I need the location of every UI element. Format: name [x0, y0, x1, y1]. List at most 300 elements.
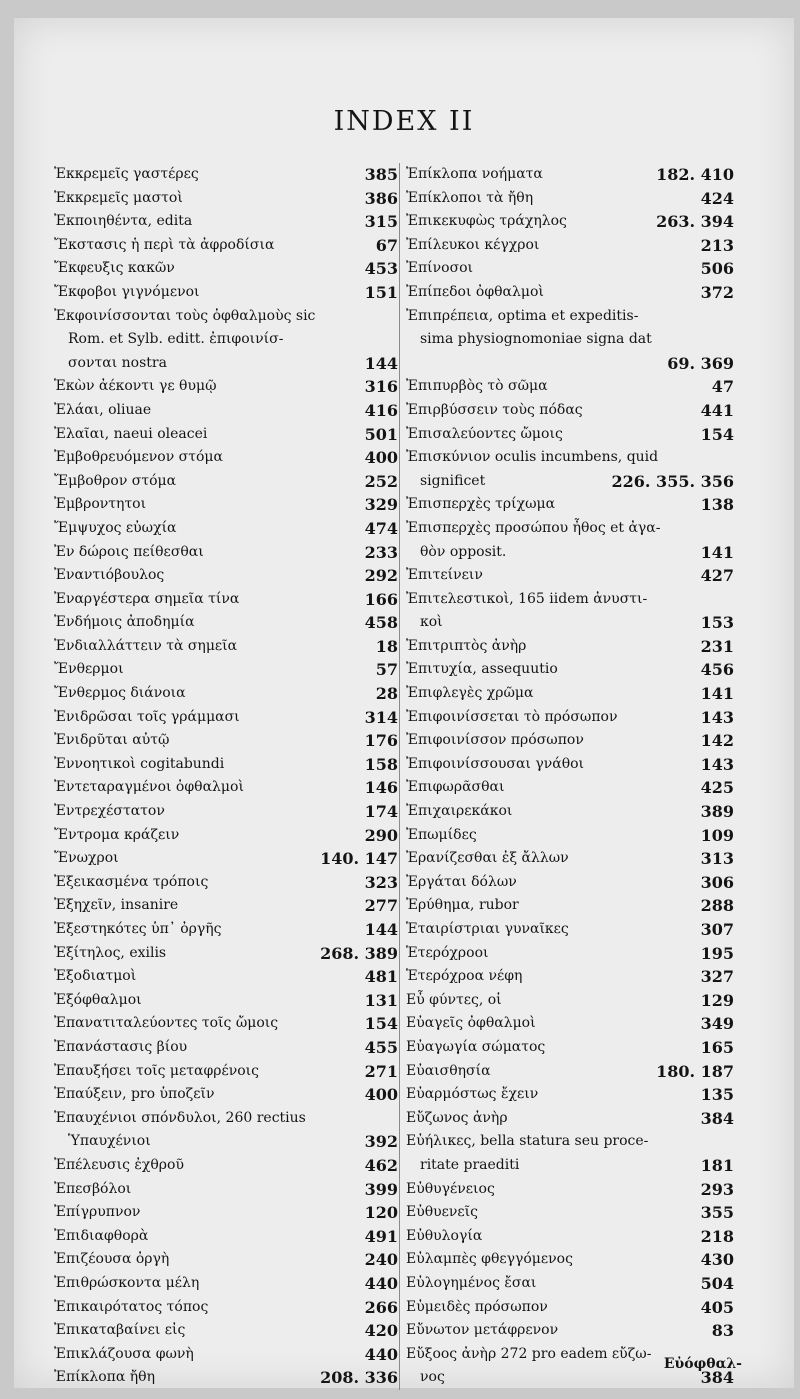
index-entry [54, 658, 398, 682]
entry-page-number: 313 [700, 849, 734, 869]
index-entry [406, 541, 734, 565]
entry-term: Ἐπιπρέπεια, optima et expeditis- [406, 307, 639, 324]
index-entry [406, 281, 734, 305]
entry-page-number: 315 [364, 212, 398, 232]
index-entry [54, 706, 398, 730]
index-entry [54, 753, 398, 777]
index-column-left [54, 163, 398, 1390]
entry-term: Εὔζωνος ἀνὴρ [406, 1109, 508, 1126]
entry-term: Ἐπίκλοπα ἤθη [54, 1369, 155, 1386]
entry-page-number: 355 [700, 1203, 734, 1223]
index-entry [54, 729, 398, 753]
entry-page-number: 109 [700, 825, 734, 845]
entry-page-number: 384 [700, 1368, 734, 1388]
entry-page-number: 491 [364, 1226, 398, 1246]
entry-term: Ἐπίπεδοι ὀφθαλμοὶ [406, 283, 544, 300]
index-entry [406, 729, 734, 753]
index-entry [54, 210, 398, 234]
entry-term: Ἐπισπερχὲς τρίχωμα [406, 496, 556, 513]
entry-term: Ἐπικαιρότατος τόπος [54, 1298, 209, 1315]
index-entry [406, 257, 734, 281]
entry-term: Ἐπιτείνειν [406, 567, 483, 584]
entry-term: Ἐναργέστερα σημεῖα τίνα [54, 590, 240, 607]
entry-page-number: 176 [364, 731, 398, 751]
entry-term: Ἐνδιαλλάττειν τὰ σημεῖα [54, 637, 238, 654]
entry-page-number: 233 [364, 542, 398, 562]
entry-term: Ἐπικλάζουσα φωνὴ [54, 1345, 194, 1362]
entry-page-number: 504 [700, 1273, 734, 1293]
index-entry [54, 965, 398, 989]
index-entry [54, 800, 398, 824]
entry-page-number: 141 [700, 684, 734, 704]
entry-page-number: 226. 355. 356 [611, 471, 734, 491]
entry-page-number: 456 [700, 660, 734, 680]
entry-page-number: 288 [700, 896, 734, 916]
entry-page-number: 135 [700, 1085, 734, 1105]
entry-term: Ἐπίκλοπα νοήματα [406, 166, 543, 182]
index-entry [54, 1248, 398, 1272]
entry-page-number: 141 [700, 542, 734, 562]
index-column-right [399, 163, 734, 1390]
entry-page-number: 416 [364, 400, 398, 420]
entry-page-number: 327 [700, 967, 734, 987]
entry-page-number: 268. 389 [320, 943, 398, 963]
entry-page-number: 131 [364, 990, 398, 1010]
index-entry [54, 234, 398, 258]
entry-page-number: 146 [364, 778, 398, 798]
entry-page-number: 329 [364, 495, 398, 515]
index-entry [406, 423, 734, 447]
entry-term: Ἐπεσβόλοι [54, 1180, 132, 1197]
index-entry [406, 706, 734, 730]
entry-page-number: 154 [364, 1014, 398, 1034]
entry-page-number: 120 [364, 1203, 398, 1223]
entry-page-number: 455 [364, 1037, 398, 1057]
entry-term: Ἐν δώροις πείθεσθαι [54, 543, 204, 560]
index-entry [406, 965, 734, 989]
index-entry [54, 541, 398, 565]
entry-term: Ἐνιδρῶσαι τοῖς γράμμασι [54, 708, 240, 725]
entry-term: θὸν opposit. [420, 543, 507, 560]
entry-page-number: 506 [700, 259, 734, 279]
page-title: INDEX II [333, 106, 475, 137]
index-entry [406, 399, 734, 423]
index-entry [54, 564, 398, 588]
index-entry [406, 1178, 734, 1202]
index-entry [406, 1225, 734, 1249]
entry-term: νος [420, 1369, 445, 1386]
entry-term: Ἐπιτελεστικοὶ, 165 iidem ἀνυστι- [406, 590, 648, 607]
entry-page-number: 277 [364, 896, 398, 916]
entry-term: Ἐπικαταβαίνει εἰς [54, 1322, 186, 1339]
index-entry [406, 470, 734, 494]
entry-page-number: 462 [364, 1155, 398, 1175]
index-entry [54, 989, 398, 1013]
entry-page-number: 218 [700, 1226, 734, 1246]
entry-term: Ἐπιφλεγὲς χρῶμα [406, 685, 534, 702]
entry-term: Ἐξεικασμένα τρόποις [54, 873, 209, 890]
entry-term: Ἐπικεκυφὼς τράχηλος [406, 213, 567, 230]
entry-term: Ἐπίγρυπνον [54, 1204, 141, 1221]
entry-page-number: 144 [364, 353, 398, 373]
entry-term: Ἐπίνοσοι [406, 260, 474, 277]
entry-page-number: 424 [700, 188, 734, 208]
entry-page-number: 392 [364, 1132, 398, 1152]
entry-page-number: 323 [364, 872, 398, 892]
index-entry [406, 776, 734, 800]
index-entry [406, 1130, 734, 1154]
entry-term: Ἔκφοβοι γιγνόμενοι [54, 283, 200, 300]
index-entry [54, 1154, 398, 1178]
index-entry [54, 1296, 398, 1320]
entry-page-number: 181 [700, 1155, 734, 1175]
index-entry [406, 564, 734, 588]
index-entry [406, 871, 734, 895]
entry-term: Ἔνωχροι [54, 850, 119, 867]
index-entry [54, 1366, 398, 1390]
entry-page-number: 427 [700, 566, 734, 586]
entry-term: Ἐντρεχέστατον [54, 803, 165, 820]
index-entry [54, 470, 398, 494]
index-entry [406, 187, 734, 211]
entry-page-number: 263. 394 [656, 212, 734, 232]
entry-term: Ἑτερόχροοι [406, 944, 489, 961]
entry-term: Ἐπιθρώσκοντα μέλη [54, 1274, 200, 1291]
entry-page-number: 441 [700, 400, 734, 420]
index-entry [54, 871, 398, 895]
entry-page-number: 400 [364, 448, 398, 468]
entry-term: Εὐαγεῖς ὀφθαλμοὶ [406, 1015, 536, 1032]
entry-term: Εὔνωτον μετάφρενον [406, 1322, 559, 1339]
entry-term: Ἐντεταραγμένοι ὀφθαλμοὶ [54, 779, 244, 796]
entry-term: Ἐνδήμοις ἀποδημία [54, 614, 195, 631]
entry-term: Εὔξοος ἀνὴρ 272 pro eadem εὔζω- [406, 1345, 652, 1362]
entry-term: Εὐήλικες, bella statura seu proce- [406, 1133, 649, 1150]
index-entry [406, 635, 734, 659]
index-entry [406, 210, 734, 234]
index-entry [406, 1107, 734, 1131]
entry-page-number: 372 [700, 282, 734, 302]
entry-page-number: 28 [375, 684, 398, 704]
entry-term: Εὐλογημένος ἔσαι [406, 1274, 537, 1291]
entry-page-number: 405 [700, 1297, 734, 1317]
index-entry [406, 493, 734, 517]
entry-term: Ἐπισπερχὲς προσώπου ἦθος et ἀγα- [406, 519, 661, 536]
index-entry [406, 446, 734, 470]
entry-page-number: 501 [364, 424, 398, 444]
index-entry [54, 1272, 398, 1296]
index-entry [406, 517, 734, 541]
entry-term: Ὑπαυχένιοι [68, 1133, 151, 1150]
index-entry [54, 375, 398, 399]
entry-page-number: 67 [375, 235, 398, 255]
index-entry [406, 1319, 734, 1343]
index-entry [54, 682, 398, 706]
index-entry [406, 1036, 734, 1060]
index-entry [54, 163, 398, 187]
entry-page-number: 208. 336 [320, 1368, 398, 1388]
entry-page-number: 425 [700, 778, 734, 798]
entry-page-number: 143 [700, 707, 734, 727]
entry-term: Ἐπίλευκοι κέγχροι [406, 236, 540, 253]
index-entry [406, 234, 734, 258]
index-entry [406, 989, 734, 1013]
entry-term: Ἐπιφοινίσσουσαι γνάθοι [406, 755, 585, 772]
index-entry [54, 493, 398, 517]
entry-term: Ἐκκρεμεῖς μαστοὶ [54, 189, 183, 206]
index-entry [406, 1012, 734, 1036]
entry-term: Ἐπιπυρβὸς τὸ σῶμα [406, 378, 548, 395]
entry-page-number: 290 [364, 825, 398, 845]
entry-page-number: 165 [700, 1037, 734, 1057]
entry-term: ritate praediti [420, 1156, 520, 1173]
entry-term: Ἐναντιόβουλος [54, 567, 165, 584]
entry-term: Ἑτερόχροα νέφη [406, 968, 523, 985]
entry-page-number: 389 [700, 802, 734, 822]
index-entry [54, 1083, 398, 1107]
index-entry [406, 305, 734, 329]
entry-page-number: 400 [364, 1085, 398, 1105]
entry-term: Ἐπιφοινίσσεται τὸ πρόσωπον [406, 708, 618, 725]
index-entry [54, 1107, 398, 1131]
entry-term: Ἐπιδιαφθορὰ [54, 1227, 149, 1244]
index-entry [54, 1178, 398, 1202]
entry-term: Ἔμψυχος εὐωχία [54, 519, 177, 536]
index-entry [406, 1083, 734, 1107]
index-entry [54, 328, 398, 352]
index-entry [406, 352, 734, 376]
entry-term: Ἐπισαλεύοντες ὤμοις [406, 425, 563, 442]
entry-term: Ἐπανατιταλεύοντες τοῖς ὤμοις [54, 1015, 279, 1032]
entry-term: Ἐπιφωρᾶσθαι [406, 779, 505, 796]
entry-page-number: 182. 410 [656, 165, 734, 184]
index-entry [54, 423, 398, 447]
entry-term: κοὶ [420, 614, 443, 631]
entry-page-number: 240 [364, 1250, 398, 1270]
index-entry [54, 824, 398, 848]
entry-page-number: 83 [711, 1321, 734, 1341]
index-entry [406, 328, 734, 352]
entry-page-number: 166 [364, 589, 398, 609]
index-entry [54, 1060, 398, 1084]
index-entry [54, 1201, 398, 1225]
entry-page-number: 314 [364, 707, 398, 727]
index-entry [54, 352, 398, 376]
entry-term: Ἐκφοινίσσονται τοὺς ὀφθαλμοὺς sic [54, 307, 316, 324]
entry-term: σονται nostra [68, 354, 167, 371]
index-entry [54, 1319, 398, 1343]
index-entry [54, 611, 398, 635]
index-entry [54, 187, 398, 211]
index-entry [54, 918, 398, 942]
entry-term: Ἐπιζέουσα ὀργὴ [54, 1251, 170, 1268]
entry-term: Ἐπιτριπτὸς ἀνὴρ [406, 637, 527, 654]
entry-term: Rom. et Sylb. editt. ἐπιφοινίσ- [68, 331, 284, 348]
entry-term: Ἔμβοθρον στόμα [54, 472, 177, 489]
entry-term: Ἐπανάστασις βίου [54, 1038, 188, 1055]
entry-term: significet [420, 472, 486, 489]
entry-term: Εὐθυενεῖς [406, 1204, 479, 1221]
index-entry [406, 824, 734, 848]
entry-page-number: 399 [364, 1179, 398, 1199]
entry-page-number: 180. 187 [656, 1061, 734, 1081]
entry-page-number: 474 [364, 518, 398, 538]
index-entry [54, 1225, 398, 1249]
entry-term: Εὖ φύντες, οἱ [406, 991, 502, 1008]
entry-page-number: 174 [364, 802, 398, 822]
entry-page-number: 271 [364, 1061, 398, 1081]
entry-term: Εὐθυγένειος [406, 1180, 495, 1197]
entry-page-number: 384 [700, 1108, 734, 1128]
entry-term: Ἔνθερμος διάνοια [54, 685, 186, 702]
entry-page-number: 293 [700, 1179, 734, 1199]
index-entry [54, 281, 398, 305]
index-entry [54, 305, 398, 329]
entry-term: Ἐκκρεμεῖς γαστέρες [54, 166, 199, 182]
entry-term: Ἐργάται δόλων [406, 873, 517, 890]
entry-page-number: 140. 147 [320, 849, 398, 869]
entry-term: Ἐξίτηλος, exilis [54, 944, 167, 961]
entry-term: Ἐλαῖαι, naeui oleacei [54, 425, 208, 442]
entry-term: Εὐαρμόστως ἔχειν [406, 1086, 539, 1103]
entry-term: Εὐλαμπὲς φθεγγόμενος [406, 1251, 573, 1268]
index-entry [54, 942, 398, 966]
entry-page-number: 154 [700, 424, 734, 444]
entry-term: Ἔντρομα κράζειν [54, 826, 180, 843]
entry-page-number: 195 [700, 943, 734, 963]
entry-page-number: 138 [700, 495, 734, 515]
entry-page-number: 385 [364, 165, 398, 184]
entry-term: Ἑταιρίστριαι γυναῖκες [406, 921, 569, 937]
entry-page-number: 440 [364, 1344, 398, 1364]
entry-page-number: 453 [364, 259, 398, 279]
entry-term: Ἐπιφοινίσσον πρόσωπον [406, 732, 584, 749]
index-entry [54, 1036, 398, 1060]
entry-term: Ἐρανίζεσθαι ἐξ ἄλλων [406, 850, 569, 867]
entry-term: Ἐμβροντητοι [54, 496, 147, 513]
entry-term: Ἐπίκλοποι τὰ ἤθη [406, 189, 534, 206]
index-entry [406, 894, 734, 918]
entry-term: Εὐμειδὲς πρόσωπον [406, 1298, 548, 1315]
entry-term: Ἐπιρβύσσειν τοὺς πόδας [406, 401, 583, 418]
entry-page-number: 213 [700, 235, 734, 255]
entry-page-number: 129 [700, 990, 734, 1010]
entry-page-number: 57 [375, 660, 398, 680]
entry-term: Ἐπέλευσις ἐχθροῦ [54, 1156, 184, 1173]
entry-page-number: 430 [700, 1250, 734, 1270]
entry-term: Ἐπιτυχία, assequutio [406, 661, 558, 678]
entry-page-number: 144 [364, 920, 398, 939]
entry-page-number: 18 [375, 636, 398, 656]
index-entry [406, 942, 734, 966]
index-entry [54, 776, 398, 800]
index-entry [406, 1296, 734, 1320]
entry-term: Εὐαισθησία [406, 1062, 491, 1079]
index-entry [406, 658, 734, 682]
index-entry [406, 1154, 734, 1178]
entry-term: Ἐξοδιατμοὶ [54, 968, 137, 985]
entry-term: Ἐξόφθαλμοι [54, 991, 142, 1008]
entry-term: Ἐνιδρῦται αὐτῷ [54, 732, 170, 749]
entry-term: Ἐλάαι, oliuae [54, 401, 152, 418]
entry-page-number: 158 [364, 754, 398, 774]
index-entry [54, 1130, 398, 1154]
index-entry [406, 611, 734, 635]
entry-page-number: 266 [364, 1297, 398, 1317]
entry-term: Ἑκὼν ἀέκοντι γε θυμῷ [54, 378, 217, 395]
entry-term: Ἐπαύξειν, pro ὑποζεῖν [54, 1086, 215, 1103]
entry-term: Ἐκποιηθέντα, edita [54, 213, 193, 230]
entry-page-number: 481 [364, 967, 398, 987]
entry-term: Ἔνθερμοι [54, 661, 124, 678]
entry-page-number: 47 [711, 377, 734, 397]
index-entry [406, 800, 734, 824]
index-entry [54, 635, 398, 659]
index-entry [406, 847, 734, 871]
entry-page-number: 420 [364, 1321, 398, 1341]
entry-page-number: 142 [700, 731, 734, 751]
entry-term: sima physiognomoniae signa dat [420, 331, 652, 348]
entry-term: Εὐαγωγία σώματος [406, 1038, 546, 1055]
entry-term: Ἐπαυξήσει τοῖς μεταφρένοις [54, 1062, 260, 1079]
index-entry [406, 588, 734, 612]
entry-term: Ἐρύθημα, rubor [406, 897, 519, 914]
index-entry [54, 517, 398, 541]
entry-term: Ἐννοητικοὶ cogitabundi [54, 755, 225, 772]
entry-page-number: 307 [700, 920, 734, 939]
entry-term: Ἔκστασις ἡ περὶ τὰ ἀφροδίσια [54, 236, 275, 253]
entry-page-number: 69. 369 [667, 353, 734, 373]
entry-term: Εὐθυλογία [406, 1227, 483, 1244]
entry-term: Ἐμβοθρευόμενον στόμα [54, 449, 223, 466]
index-entry [406, 375, 734, 399]
entry-page-number: 252 [364, 471, 398, 491]
index-entry [406, 163, 734, 187]
index-entry [54, 257, 398, 281]
entry-term: Ἔκφευξις κακῶν [54, 260, 175, 277]
index-entry [406, 1248, 734, 1272]
entry-term: Ἐπιχαιρεκάκοι [406, 803, 513, 820]
index-entry [54, 894, 398, 918]
entry-page-number: 151 [364, 282, 398, 302]
entry-page-number: 143 [700, 754, 734, 774]
catchword: Εὐόφθαλ- [663, 1356, 742, 1372]
entry-page-number: 292 [364, 566, 398, 586]
entry-page-number: 440 [364, 1273, 398, 1293]
index-entry [406, 682, 734, 706]
index-entry [406, 1201, 734, 1225]
index-entry [54, 847, 398, 871]
index-entry [406, 918, 734, 942]
index-entry [54, 446, 398, 470]
index-entry [54, 1012, 398, 1036]
index-entry [54, 399, 398, 423]
book-page [14, 18, 794, 1388]
entry-page-number: 316 [364, 377, 398, 397]
entry-page-number: 306 [700, 872, 734, 892]
entry-page-number: 153 [700, 613, 734, 633]
entry-page-number: 349 [700, 1014, 734, 1034]
index-entry [54, 1343, 398, 1367]
entry-term: Ἐπαυχένιοι σπόνδυλοι, 260 rectius [54, 1109, 306, 1126]
entry-page-number: 386 [364, 188, 398, 208]
entry-term: Ἐπισκύνιον oculis incumbens, quid [406, 449, 659, 466]
entry-page-number: 231 [700, 636, 734, 656]
index-entry [406, 1060, 734, 1084]
index-entry [406, 1272, 734, 1296]
entry-term: Ἐξηχεῖν, insanire [54, 897, 179, 914]
entry-term: Ἐπωμίδες [406, 826, 477, 843]
